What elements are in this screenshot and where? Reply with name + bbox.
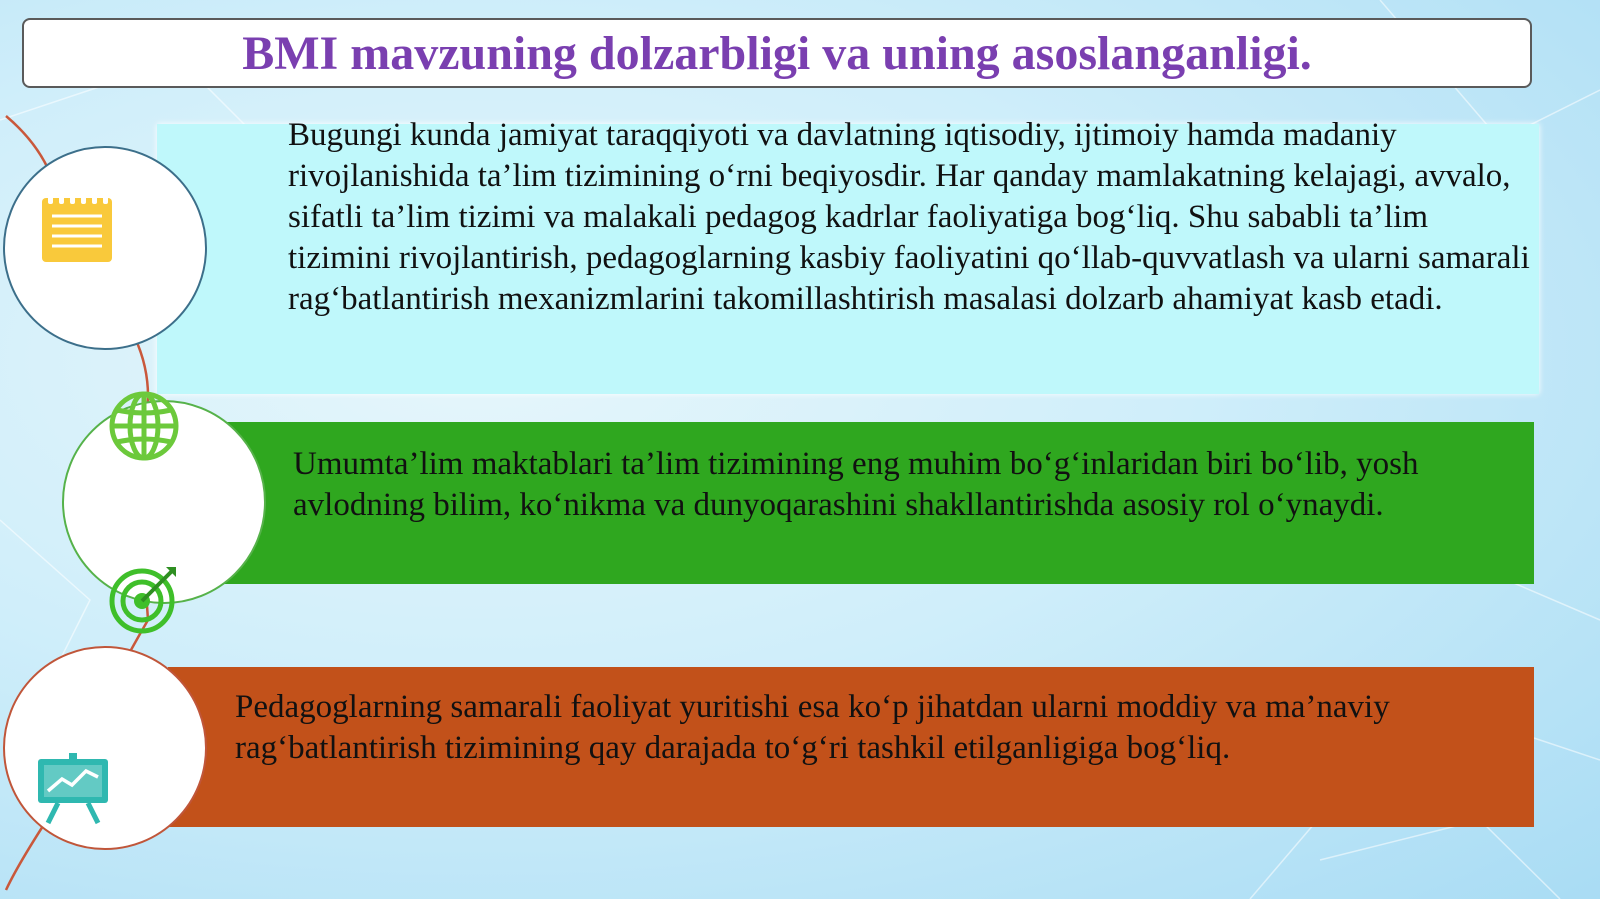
panel-2-text: Umumta’lim maktablari ta’lim tizimining eng muhim bo‘g‘inlaridan biri bo‘lib, yosh avlodning bilim, ko‘nikma va dunyoqarashini shakllantirishda asosiy rol o‘ynaydi. [293, 446, 1419, 523]
globe-icon [108, 390, 180, 462]
panel-3-text: Pedagoglarning samarali faoliyat yuritishi esa ko‘p jihatdan ularni moddiy va ma’naviy rag‘batlantirish tizimining qay darajada to‘g‘ri tashkil etilganligiga bog‘liq. [235, 689, 1390, 766]
target-icon [108, 563, 180, 635]
presentation-board-icon [36, 753, 110, 825]
notepad-icon [40, 190, 114, 264]
title-bar [22, 18, 1532, 88]
panel-1-text: Bugungi kunda jamiyat taraqqiyoti va davlatning iqtisodiy, ijtimoiy hamda madaniy rivojlanishida ta’lim tizimining o‘rni beqiyosdir. Har qanday mamlakatning kelajagi, avvalo, sifatli ta’lim tizimi va malakali pedagog kadrlar faoliyatiga bog‘liq. Shu sababli ta’lim tizimini rivojlantirish, pedagoglarning kasbiy faoliyatini qo‘llab-quvvatlash va ularni samarali rag‘batlantirish mexanizmlarini takomillashtirish masalasi dolzarb ahamiyat kasb etadi. [288, 117, 1530, 317]
page-title: BMI mavzuning dolzarbligi va uning asoslanganligi. [242, 26, 1312, 80]
